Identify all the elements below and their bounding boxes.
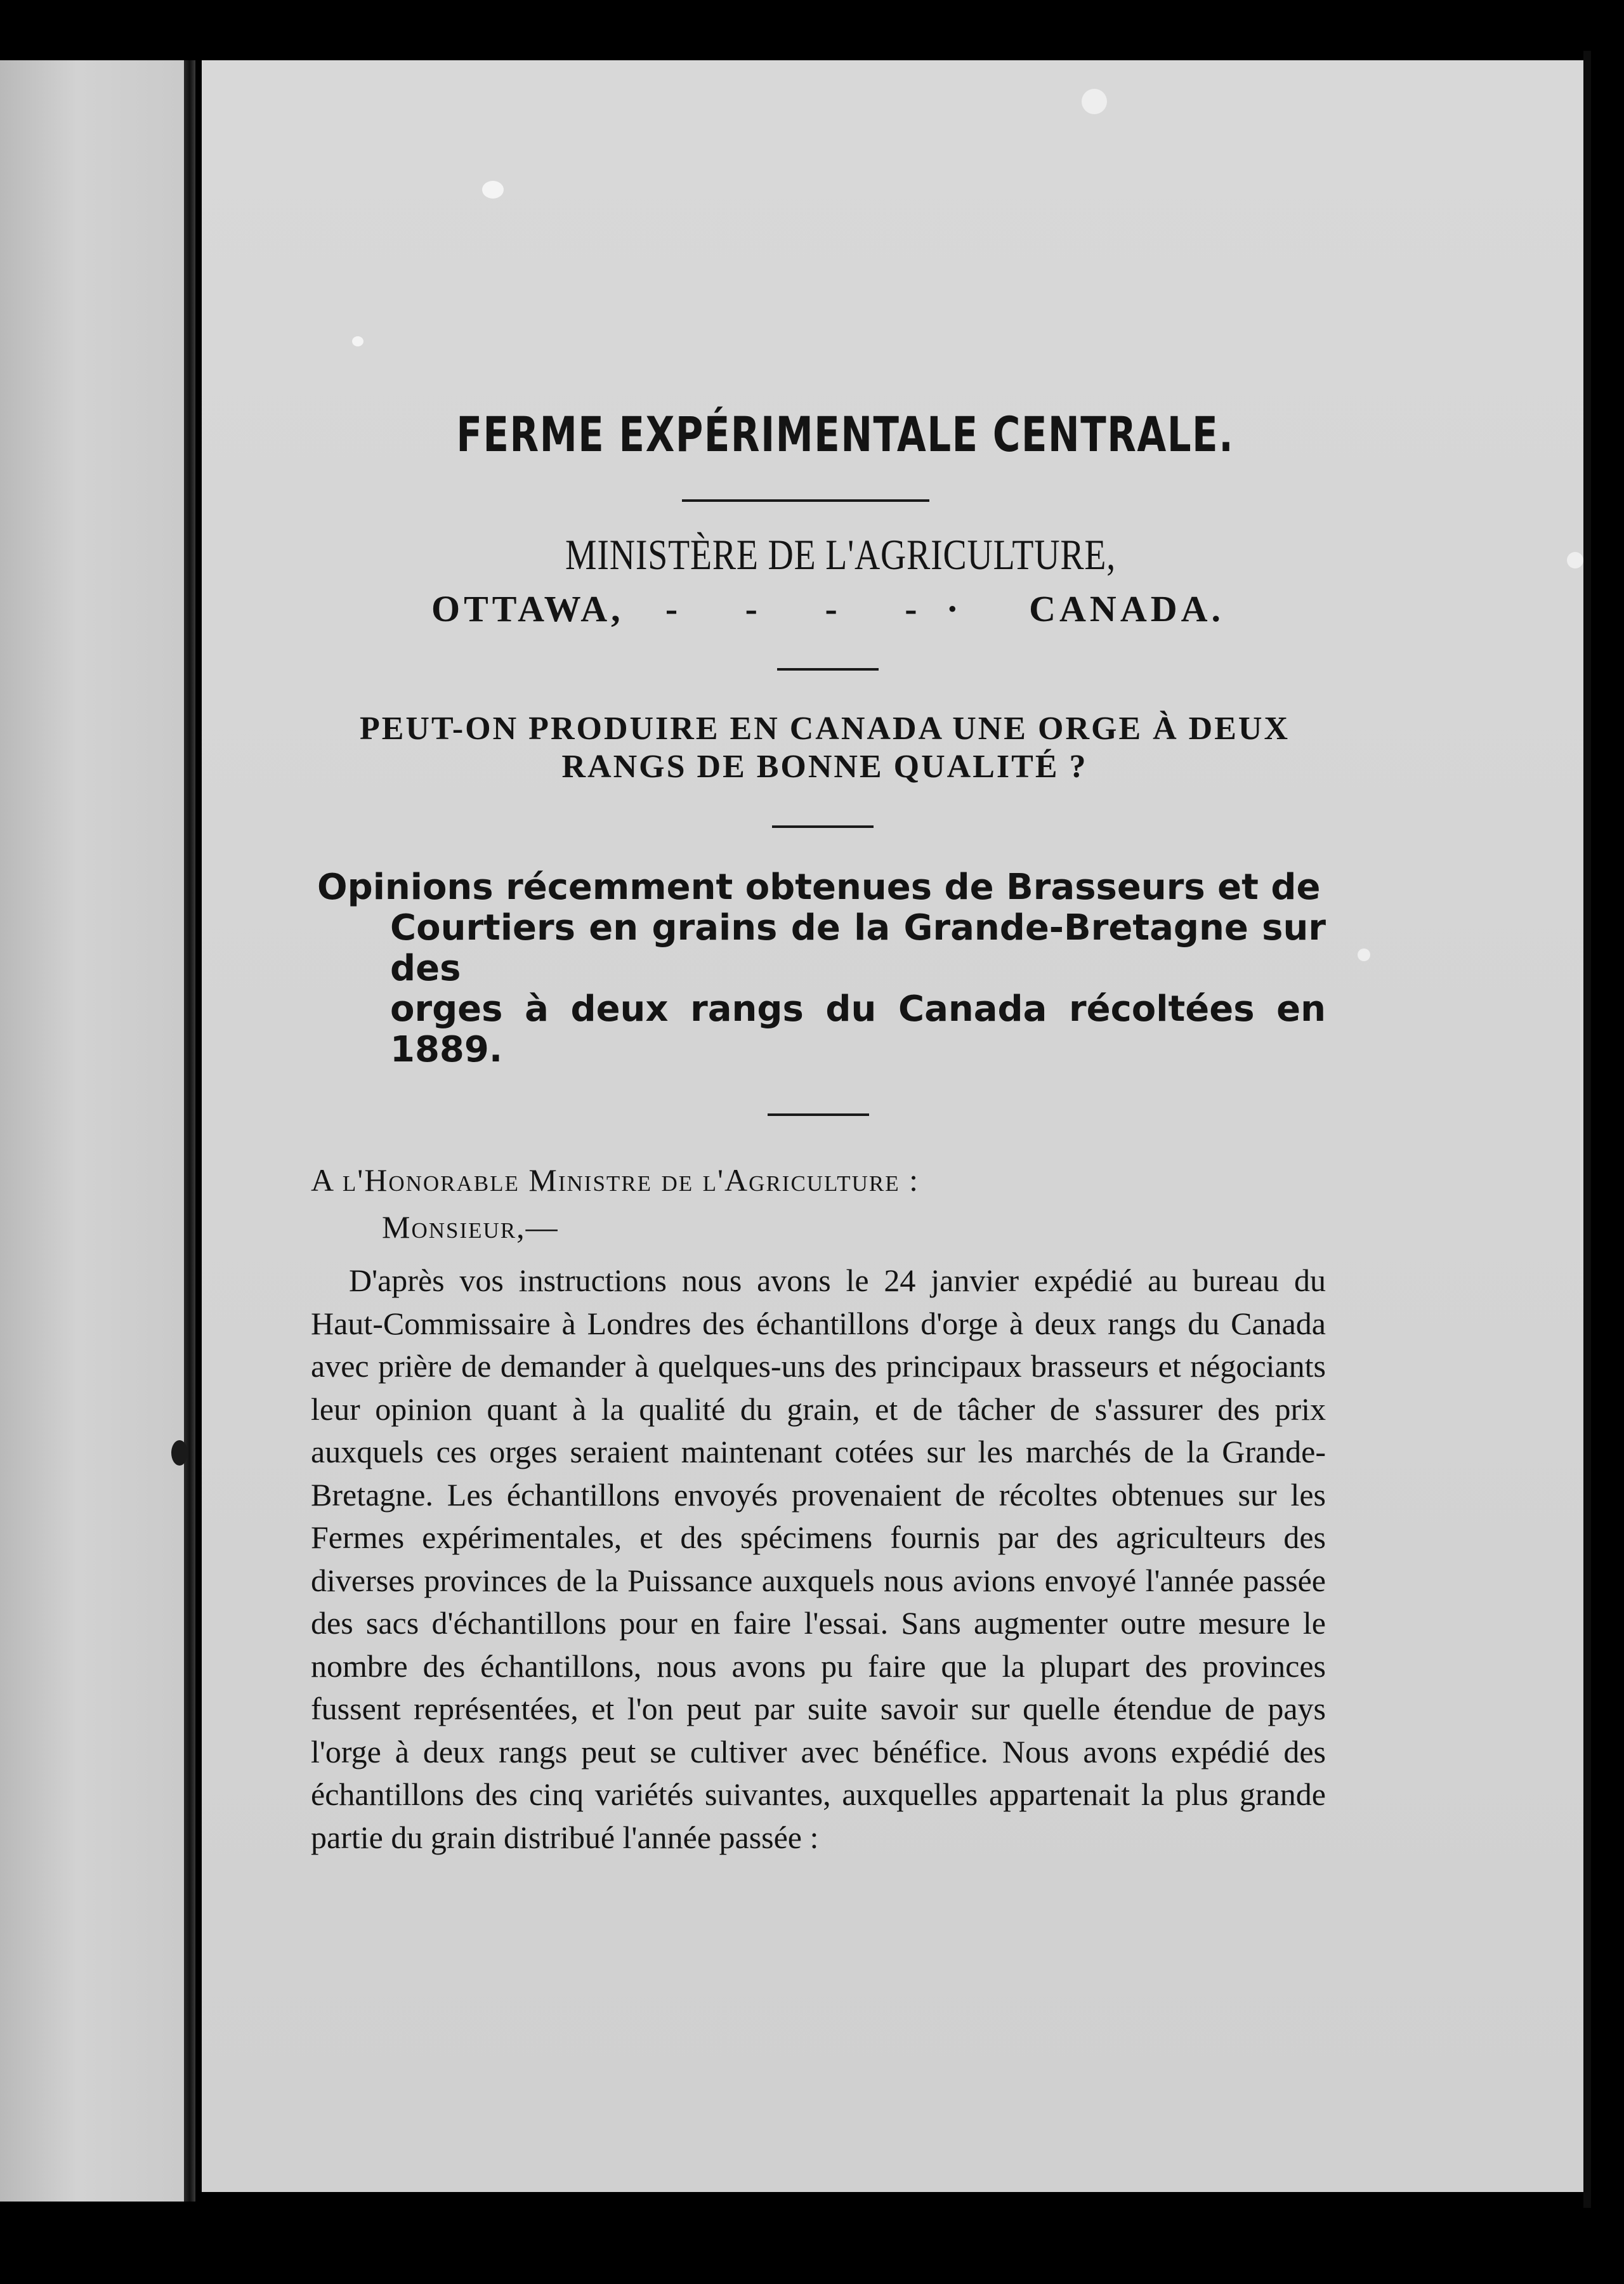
scan-speck [1567,552,1583,568]
opinions-line-2: Courtiers en grains de la Grande-Bretagne sur des [390,907,1326,989]
scan-speck [352,336,363,346]
country-name: CANADA. [1029,588,1224,629]
ministry-heading: MINISTÈRE DE L'AGRICULTURE, [565,530,1116,579]
document-content [311,406,1326,1891]
letter-address [311,1162,1326,1198]
divider-rule [777,668,879,671]
place-line [431,587,1224,630]
place-dashes: - - - -· [665,588,988,629]
city-name: OTTAWA, [431,588,624,629]
divider-rule [768,1113,869,1116]
question-heading: PEUT-ON PRODUIRE EN CANADA UNE ORGE À DEUX RANGS DE BONNE QUALITÉ ? [359,711,1290,785]
scan-speck [1082,89,1107,114]
opinions-heading [317,867,1326,1070]
body-paragraph: D'après vos instructions nous avons le 24 janvier expédié au bureau du Haut-Commissaire à Londres des échantillons d'orge à deux rangs du Canada avec prière de demander à quelques-uns des principaux brasseurs et négociants leur opinion quant à la qualité du grain, et de tâcher de s'assurer des prix auxquels ces orges seraient maintenant cotées sur les marchés de la Grande-Bretagne. Les échantillons envoyés provenaient de récoltes obtenues sur les Fermes expérimentales, et des spécimens fournis par des agriculteurs des diverses provinces de la Puissance auxquels nous avions envoyé l'année passée des sacs d'échantillons pour en faire l'essai. Sans augmenter outre mesure le nombre des échantillons, nous avons pu faire que la plupart des provinces fussent représentées, et l'on peut par suite savoir sur quelle étendue de pays l'orge à deux rangs peut se cultiver avec bénéfice. Nous avons expédié des échantillons des cinq variétés suivantes, auxquelles appartenait la plus grande partie du grain distribué l'année passée : [311,1263,1326,1855]
divider-rule [682,499,929,502]
scan-speck [1358,948,1370,961]
ink-blot [171,1440,188,1466]
scan-speck [482,181,504,199]
address-text: A l'Honorable Ministre de l'Agriculture : [311,1162,919,1198]
opinions-line-3: orges à deux rangs du Canada récoltées en 1889. [390,988,1326,1070]
page-gutter [184,60,195,2202]
opinions-line-1: Opinions récemment obtenues de Brasseurs et de [317,867,1321,908]
letter-salutation: Monsieur,— [382,1209,559,1245]
divider-rule [772,825,874,828]
page-right-edge [1583,51,1591,2208]
adjacent-page-edge [0,60,193,2202]
document-title: FERME EXPÉRIMENTALE CENTRALE. [456,406,1234,463]
